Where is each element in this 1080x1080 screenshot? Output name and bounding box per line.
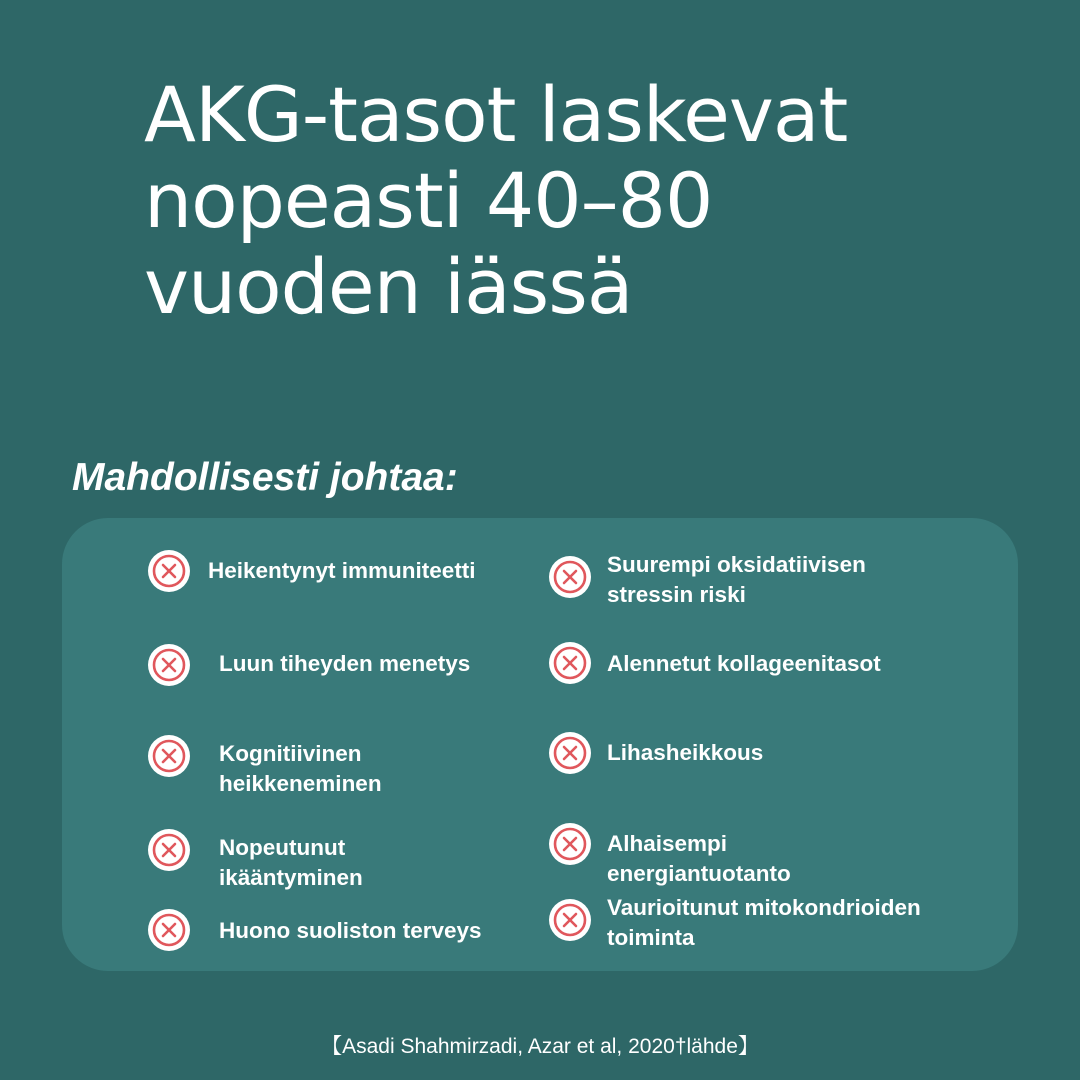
source-citation: 【Asadi Shahmirzadi, Azar et al, 2020†lähde】 — [321, 1035, 759, 1058]
x-circle-icon — [549, 823, 591, 865]
x-circle-icon — [148, 909, 190, 951]
x-circle-icon — [549, 899, 591, 941]
x-circle-icon — [148, 644, 190, 686]
x-circle-icon — [148, 829, 190, 871]
effect-label: Kognitiivinen heikkeneminen — [219, 741, 382, 796]
x-circle-icon — [549, 642, 591, 684]
effect-label: Nopeutunut ikääntyminen — [219, 835, 363, 890]
x-circle-icon — [549, 556, 591, 598]
effect-label: Alhaisempi energiantuotanto — [607, 831, 791, 886]
x-circle-icon — [148, 550, 190, 592]
headline-line-1: AKG-tasot laskevat — [144, 70, 848, 159]
effect-label: Luun tiheyden menetys — [219, 651, 471, 676]
headline-line-2: nopeasti 40–80 — [144, 156, 713, 245]
subheading: Mahdollisesti johtaa: — [72, 456, 458, 499]
headline — [144, 72, 1004, 330]
x-circle-icon — [148, 735, 190, 777]
effect-label: Lihasheikkous — [607, 740, 764, 765]
effect-label: Huono suoliston terveys — [219, 918, 482, 943]
effect-label: Alennetut kollageenitasot — [607, 651, 881, 676]
effect-label: Vaurioitunut mitokondrioiden toiminta — [607, 895, 921, 950]
effect-label: Suurempi oksidatiivisen stressin riski — [607, 552, 866, 607]
headline-line-3: vuoden iässä — [144, 242, 633, 331]
effect-label: Heikentynyt immuniteetti — [208, 558, 476, 583]
x-circle-icon — [549, 732, 591, 774]
